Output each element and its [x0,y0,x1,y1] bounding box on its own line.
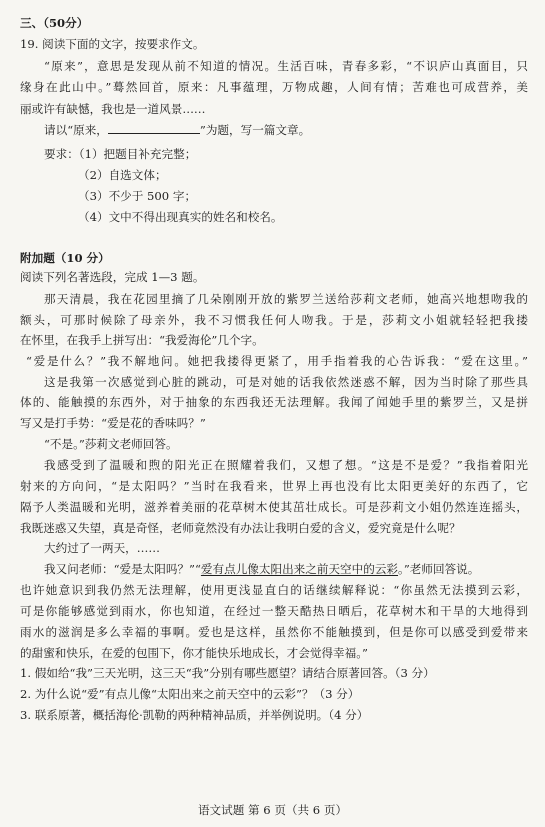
excerpt-line: 写又是打手势：“爱是花的香味吗？” [20,416,206,430]
excerpt-line: 也许她意识到我仍然无法理解，使用更浅显直白的话继续解释说：“你虽然无法摸到云彩， [20,583,528,597]
extra-intro: 阅读下列名著选段，完成 1—3 题。 [20,270,205,284]
excerpt-line: “不是。”莎莉文老师回答。 [44,437,178,451]
dialogue-part: 我又问老师：“爱是太阳吗？”“ [44,562,201,576]
question-19-title: 19. 阅读下面的文字，按要求作文。 [20,37,205,51]
passage-line: “原来”，意思是发现从前不知道的情况。生活百味，青春多彩，“不识庐山真面目，只 [44,59,528,73]
requirement-label: 要求：（1）把题目补充完整； [44,147,197,161]
excerpt-line: 那天清晨，我在花园里摘了几朵刚刚开放的紫罗兰送给莎莉文老师，她高兴地想吻我的 [44,292,528,306]
passage-line: 丽或许有缺憾，我也是一道风景…… [20,102,206,116]
excerpt-line: 隔予人类温暖和光明，滋养着美丽的花草树木使其茁壮成长。可是莎莉文小姐仍然连连摇头， [20,500,528,514]
requirement-item: （2）自选文体； [78,168,167,182]
question-1: 1. 假如给“我”三天光明，这三天“我”分别有哪些愿望？请结合原著回答。（3 分） [20,666,435,680]
extra-heading: 附加题（10 分） [20,251,110,265]
passage-line: 缘身在此山中。”蓦然回首，原来：凡事蕴理，万物成趣，人间有情；苦难也可成营养，美 [20,80,528,94]
excerpt-line: 的甜蜜和快乐，在爱的包围下，你才能快乐地成长，才会觉得幸福。” [20,646,368,660]
dialogue-part: 。”老师回答说。 [398,562,480,576]
excerpt-line: 大约过了一两天，…… [44,541,160,555]
excerpt-line: 可是你能够感觉到雨水，你也知道，在经过一整天酷热日晒后，花草树木和干旱的大地得到 [20,604,528,618]
excerpt-line: 雨水的滋润是多么幸福的事啊。爱也是这样，虽然你不能触摸到，但是你可以感受到爱带来 [20,625,528,639]
page-footer: 语文试题 第 6 页（共 6 页） [197,803,348,817]
title-blank [108,121,200,134]
excerpt-line [44,560,528,579]
excerpt-line: 射来的方向问，“是太阳吗？”当时在我看来，世界上再也没有比太阳更美好的东西了，它 [20,479,528,493]
excerpt-line: 在怀里，在我手上拼写出：“我爱海伦”几个字。 [20,333,264,347]
question-2: 2. 为什么说“爱”有点儿像“太阳出来之前天空中的云彩”？（3 分） [20,687,360,701]
section-heading: 三、（50分） [20,16,89,30]
excerpt-line: 体的、能触摸的东西外，对于抽象的东西我还无法理解。我闻了闻她手里的紫罗兰，又是拼 [20,395,528,409]
excerpt-line: 我感受到了温暖和煦的阳光正在照耀着我们，又想了想。“这是不是爱？”我指着阳光 [44,458,528,472]
underlined-phrase: 爱有点儿像太阳出来之前天空中的云彩 [200,562,399,576]
excerpt-line: 这是我第一次感觉到心脏的跳动，可是对她的话我依然迷惑不解，因为当时除了那些具 [44,375,528,389]
requirement-item: （3）不少于 500 字； [78,189,197,203]
prompt-before: 请以“原来， [44,123,108,137]
prompt-after: ”为题，写一篇文章。 [199,123,311,137]
question-3: 3. 联系原著，概括海伦·凯勒的两种精神品质，并举例说明。（4 分） [20,708,369,722]
excerpt-line: 我既迷惑又失望，真是奇怪，老师竟然没有办法让我明白爱的含义，爱究竟是什么呢？ [20,521,461,535]
requirement-item: （4）文中不得出现真实的姓名和校名。 [78,210,283,224]
excerpt-line: “爱是什么？”我不解地问。她把我搂得更紧了，用手指着我的心告诉我：“爱在这里。” [26,354,528,368]
writing-prompt [44,121,528,140]
excerpt-line: 额头，可那时候除了母亲外，我不习惯我任何人吻我。于是，莎莉文小姐就轻轻把我搂 [20,313,528,327]
